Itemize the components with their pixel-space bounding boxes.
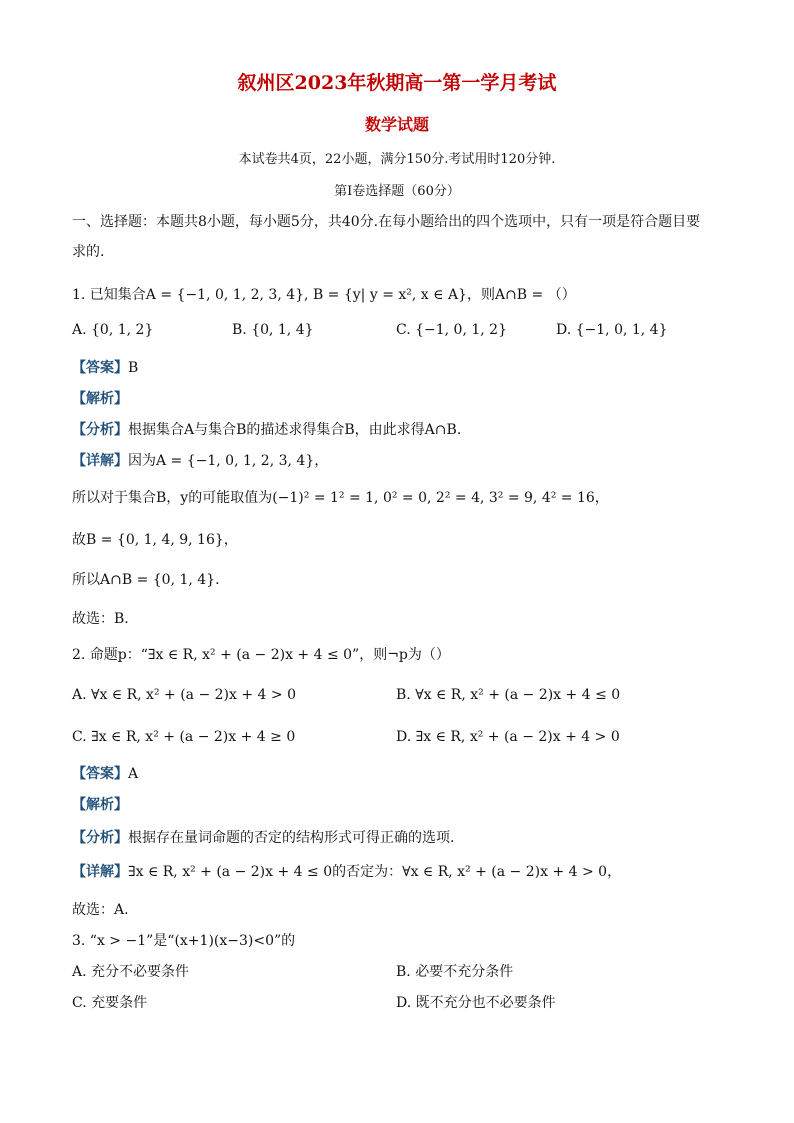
- q3-option-a: A. 充分不必要条件: [72, 964, 190, 980]
- q2-option-b: B. ∀x ∈ R, x² + (a − 2)x + 4 ≤ 0: [396, 687, 621, 703]
- fenxi-label: 【分析】: [72, 422, 128, 438]
- q1-detail-4: 所以A∩B = {0, 1, 4}.: [72, 572, 220, 588]
- detail-text: ∃x ∈ R, x² + (a − 2)x + 4 ≤ 0的否定为：∀x ∈ R, x² + (a − 2)x + 4 > 0，: [128, 864, 622, 880]
- q1-stem: 1. 已知集合A = {−1, 0, 1, 2, 3, 4}, B = {y| y = x², x ∈ A}，则A∩B = （）: [72, 287, 576, 303]
- section-instruction-line1: 一、选择题：本题共8小题，每小题5分，共40分.在每小题给出的四个选项中，只有一项是符合题目要: [72, 214, 701, 230]
- q1-detail-2: 所以对于集合B，y的可能取值为(−1)² = 1² = 1, 0² = 0, 2² = 4, 3² = 9, 4² = 16，: [72, 490, 609, 506]
- q2-choose: 故选：A.: [72, 902, 129, 918]
- part-heading: 第I卷选择题（60分）: [334, 184, 460, 199]
- fenxi-text: 根据集合A与集合B的描述求得集合B，由此求得A∩B.: [128, 422, 462, 438]
- detail-text: 因为A = {−1, 0, 1, 2, 3, 4}，: [128, 453, 329, 469]
- q2-answer: [72, 764, 138, 784]
- q3-stem: 3. “x > −1”是“(x+1)(x−3)<0”的: [72, 933, 296, 949]
- section-instruction-line2: 求的.: [72, 244, 105, 260]
- q1-answer: [72, 358, 138, 378]
- analysis-label: 【解析】: [72, 391, 128, 407]
- q1-option-d: D. {−1, 0, 1, 4}: [556, 322, 668, 338]
- answer-label: 【答案】: [72, 360, 128, 376]
- answer-value: B: [128, 360, 139, 376]
- q3-option-d: D. 既不充分也不必要条件: [396, 995, 556, 1011]
- page-subtitle: 数学试题: [364, 115, 429, 134]
- exam-info: 本试卷共4页，22小题，满分150分.考试用时120分钟.: [238, 152, 556, 167]
- q2-analysis-heading: [72, 795, 128, 815]
- q2-option-d: D. ∃x ∈ R, x² + (a − 2)x + 4 > 0: [396, 729, 620, 745]
- q1-fenxi: [72, 420, 461, 440]
- q2-option-c: C. ∃x ∈ R, x² + (a − 2)x + 4 ≥ 0: [72, 729, 296, 745]
- q2-detail-1: [72, 862, 621, 882]
- q1-option-b: B. {0, 1, 4}: [232, 322, 314, 338]
- q2-stem: 2. 命题p：“∃x ∈ R, x² + (a − 2)x + 4 ≤ 0”，则¬p为（）: [72, 647, 450, 663]
- xiangjie-label: 【详解】: [72, 864, 128, 880]
- q1-option-c: C. {−1, 0, 1, 2}: [396, 322, 507, 338]
- q3-option-c: C. 充要条件: [72, 995, 148, 1011]
- analysis-label: 【解析】: [72, 797, 128, 813]
- answer-value: A: [128, 766, 139, 782]
- page-title: 叙州区2023年秋期高一第一学月考试: [237, 72, 557, 94]
- xiangjie-label: 【详解】: [72, 453, 128, 469]
- q1-choose: 故选：B.: [72, 611, 129, 627]
- q1-detail-1: [72, 451, 328, 471]
- q1-analysis-heading: [72, 389, 128, 409]
- q2-option-a: A. ∀x ∈ R, x² + (a − 2)x + 4 > 0: [72, 687, 296, 703]
- q2-fenxi: [72, 828, 454, 848]
- q1-option-a: A. {0, 1, 2}: [72, 322, 154, 338]
- fenxi-text: 根据存在量词命题的否定的结构形式可得正确的选项.: [128, 830, 455, 846]
- q1-detail-3: 故B = {0, 1, 4, 9, 16}，: [72, 532, 238, 548]
- q3-option-b: B. 必要不充分条件: [396, 964, 514, 980]
- answer-label: 【答案】: [72, 766, 128, 782]
- fenxi-label: 【分析】: [72, 830, 128, 846]
